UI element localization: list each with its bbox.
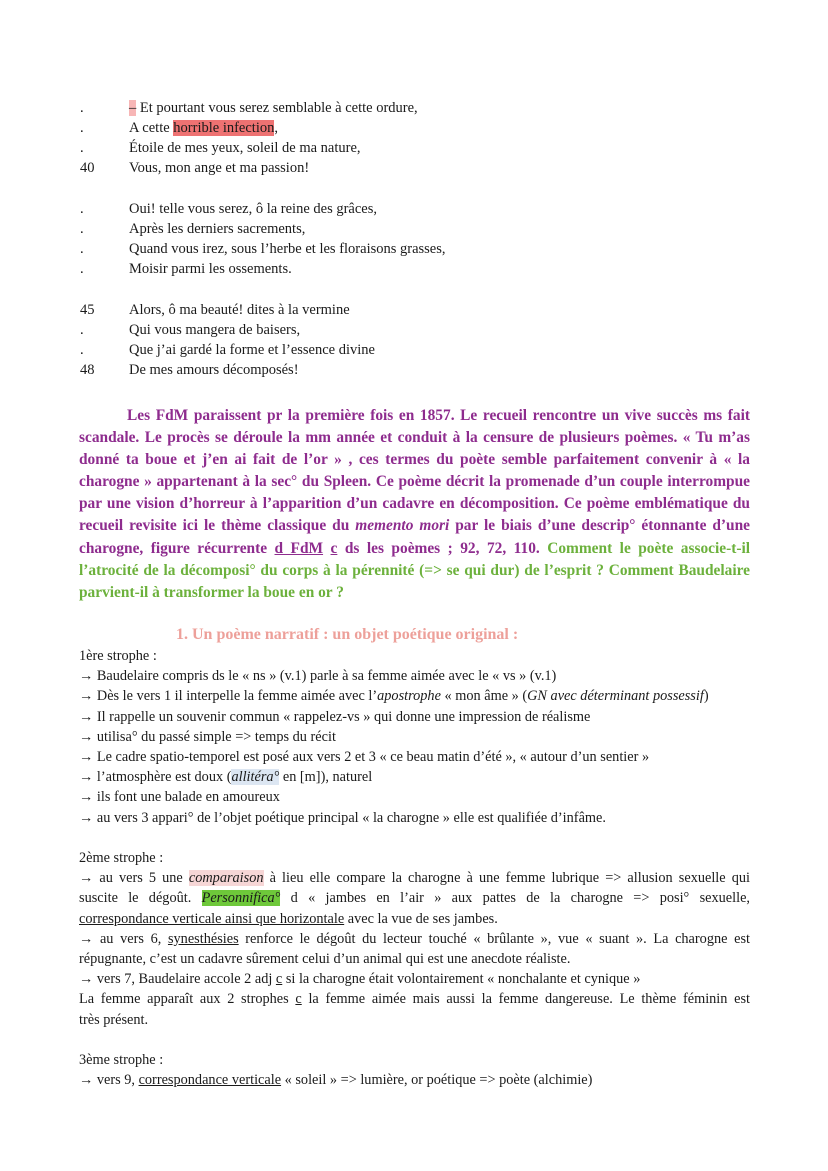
line-number: .	[80, 322, 84, 338]
line-text: Qui vous mangera de baisers,	[129, 322, 301, 338]
line-text: A cette horrible infection,	[129, 120, 278, 136]
note-line: → Le cadre spatio-temporel est posé aux vers 2 et 3 « ce beau matin d’été », « autour d’un sentier »	[79, 749, 650, 766]
note-line: correspondance verticale ainsi que horizontale avec la vue de ses jambes.	[79, 910, 498, 927]
note-line: → l’atmosphère est doux (allitéra° en [m]), naturel	[79, 769, 373, 786]
note-line: → vers 9, correspondance verticale « soleil » => lumière, or poétique => poète (alchimie)	[79, 1072, 593, 1089]
highlight: horrible infection	[173, 120, 275, 136]
strophe-label: 3ème strophe :	[79, 1052, 164, 1068]
note-line: → vers 7, Baudelaire accole 2 adj c si la charogne était volontairement « nonchalante et cynique »	[79, 971, 641, 988]
strophe-1-notes	[79, 646, 750, 828]
line-text: Que j’ai gardé la forme et l’essence divine	[129, 342, 375, 358]
line-number: .	[80, 221, 84, 237]
note-line: → au vers 5 une comparaison à lieu elle compare la charogne à une femme lubrique => allusion sexuelle qui	[79, 870, 750, 887]
strophe-label: 2ème strophe :	[79, 850, 164, 866]
problematic-question: Comment le poète associe-t-il l’atrocité de la décomposi° du corps à la pérennité (=> se qui dur) de l’esprit ? Comment Baudelaire parvient-il à transformer la boue en or ?	[79, 539, 751, 601]
note-line: très présent.	[79, 1011, 149, 1028]
strophe-3-notes	[79, 1050, 750, 1090]
note-line: → Baudelaire compris ds le « ns » (v.1) parle à sa femme aimée avec le « vs » (v.1)	[79, 668, 557, 685]
line-number: .	[80, 140, 84, 156]
line-number: 45	[80, 302, 95, 318]
line-number: .	[80, 342, 84, 358]
line-number: .	[80, 100, 84, 116]
note-line: → Il rappelle un souvenir commun « rappelez-vs » qui donne une impression de réalisme	[79, 708, 591, 725]
note-line: → Dès le vers 1 il interpelle la femme aimée avec l’apostrophe « mon âme » (GN avec déterminant possessif)	[79, 688, 709, 705]
strophe-label: 1ère strophe :	[79, 648, 157, 664]
line-number: 48	[80, 362, 95, 378]
line-text: De mes amours décomposés!	[129, 362, 299, 378]
line-number: .	[80, 120, 84, 136]
note-line: La femme apparaît aux 2 strophes c la femme aimée mais aussi la femme dangereuse. Le thème féminin est	[79, 991, 750, 1008]
line-text: Moisir parmi les ossements.	[129, 261, 292, 277]
note-line: suscite le dégoût. Personnifica° d « jambes en l’air » aux pattes de la charogne => posi° sexuelle,	[79, 890, 750, 907]
line-number: .	[80, 201, 84, 217]
section-title: 1. Un poème narratif : un objet poétique original :	[176, 626, 519, 643]
note-line: → au vers 6, synesthésies renforce le dégoût du lecteur touché « brûlante », vue « suant ». La charogne est	[79, 930, 750, 947]
line-text: Après les derniers sacrements,	[129, 221, 306, 237]
line-text: – Et pourtant vous serez semblable à cette ordure,	[129, 100, 418, 116]
line-text: Alors, ô ma beauté! dites à la vermine	[129, 302, 350, 318]
line-number: 40	[80, 160, 95, 176]
line-text: Oui! telle vous serez, ô la reine des grâces,	[129, 201, 378, 217]
line-text: Vous, mon ange et ma passion!	[129, 160, 310, 176]
note-line: → au vers 3 appari° de l’objet poétique principal « la charogne » elle est qualifiée d’infâme.	[79, 809, 606, 826]
note-line: répugnante, c’est un cadavre sûrement celui d’un animal qui est une anecdote réaliste.	[79, 951, 571, 968]
line-text: Quand vous irez, sous l’herbe et les floraisons grasses,	[129, 241, 446, 257]
note-line: → ils font une balade en amoureux	[79, 789, 280, 806]
strophe-2-notes	[79, 848, 750, 1030]
note-line: → utilisa° du passé simple => temps du récit	[79, 728, 336, 745]
line-number: .	[80, 241, 84, 257]
line-number: .	[80, 261, 84, 277]
introduction-paragraph: Les FdM paraissent pr la première fois en 1857. Le recueil rencontre un vive succès ms fait scandale. Le procès se déroule la mm année et conduit à la censure de plusieurs poèmes. « Tu m’as donné ta boue et j’en ai fait de l’or » , ces termes du poète semble parfaitement convenir à « la charogne » appartenant à la sec° du Spleen. Ce poème décrit la promenade d’un couple interrompue par une vision d’horreur à l’apparition d’un cadavre en décomposition. Ce poème emblématique du recueil revisite ici le thème classique du memento mori par le biais d’une descrip° étonnante d’une charogne, figure récurrente d FdM c ds les poèmes ; 92, 72, 110. Comment le poète associe-t-il l’atrocité de la décomposi° du corps à la pérennité (=> se qui dur) de l’esprit ? Comment Baudelaire parvient-il à transformer la boue en or ?	[79, 407, 751, 601]
line-text: Étoile de mes yeux, soleil de ma nature,	[129, 140, 361, 156]
